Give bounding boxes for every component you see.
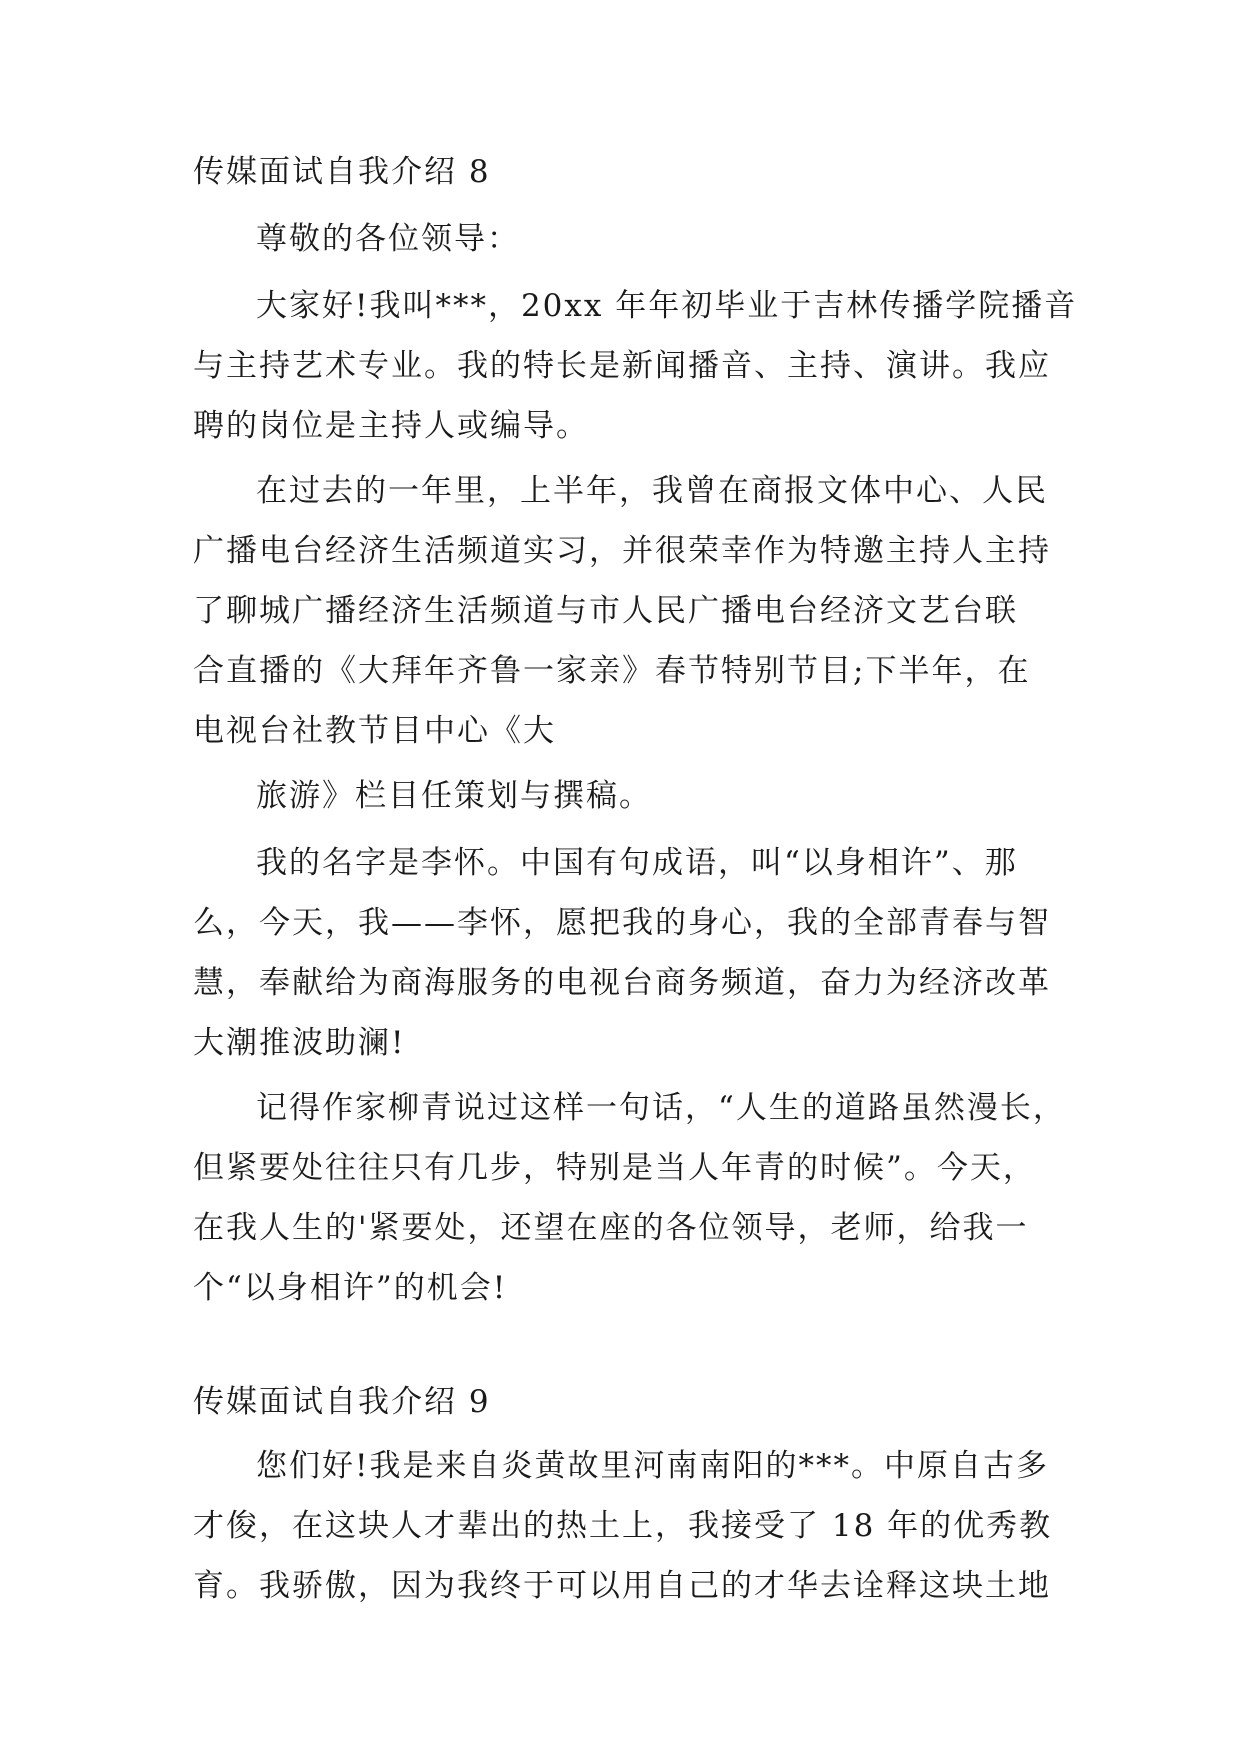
section-8-title: 传媒面试自我介绍 8 xyxy=(193,154,491,190)
paragraph-line: 记得作家柳青说过这样一句话，“人生的道路虽然漫长， xyxy=(256,1090,1066,1126)
paragraph-line: 了聊城广播经济生活频道与市人民广播电台经济文艺台联 xyxy=(193,593,1018,629)
paragraph-line: 您们好!我是来自炎黄故里河南南阳的***。中原自古多 xyxy=(256,1448,1049,1484)
section-9-title: 传媒面试自我介绍 9 xyxy=(193,1384,491,1420)
paragraph-line: 个“以身相许”的机会! xyxy=(193,1270,508,1306)
paragraph-line: 广播电台经济生活频道实习，并很荣幸作为特邀主持人主持 xyxy=(193,533,1051,569)
paragraph-line: 电视台社教节目中心《大 xyxy=(193,713,556,749)
paragraph-line: 才俊，在这块人才辈出的热土上，我接受了 18 年的优秀教 xyxy=(193,1508,1053,1544)
paragraph-line: 但紧要处往往只有几步，特别是当人年青的时候”。今天， xyxy=(193,1150,1036,1186)
paragraph-line: 慧，奉献给为商海服务的电视台商务频道，奋力为经济改革 xyxy=(193,965,1051,1001)
paragraph-line: 旅游》栏目任策划与撰稿。 xyxy=(256,778,652,814)
paragraph-line: 与主持艺术专业。我的特长是新闻播音、主持、演讲。我应 xyxy=(193,348,1051,384)
paragraph-line: 育。我骄傲，因为我终于可以用自己的才华去诠释这块土地 xyxy=(193,1568,1051,1604)
paragraph-line: 在过去的一年里，上半年，我曾在商报文体中心、人民 xyxy=(256,473,1048,509)
paragraph-line: 聘的岗位是主持人或编导。 xyxy=(193,408,589,444)
paragraph-line: 么，今天，我——李怀，愿把我的身心，我的全部青春与智 xyxy=(193,905,1051,941)
paragraph-line: 大家好!我叫***，20xx 年年初毕业于吉林传播学院播音 xyxy=(256,288,1078,324)
paragraph-line: 大潮推波助澜! xyxy=(193,1025,406,1061)
paragraph-line: 我的名字是李怀。中国有句成语，叫“以身相许”、那 xyxy=(256,845,1018,881)
paragraph-line: 在我人生的'紧要处，还望在座的各位领导，老师，给我一 xyxy=(193,1210,1029,1246)
paragraph-line: 合直播的《大拜年齐鲁一家亲》春节特别节目;下半年，在 xyxy=(193,653,1031,689)
paragraph-line: 尊敬的各位领导： xyxy=(256,221,520,257)
